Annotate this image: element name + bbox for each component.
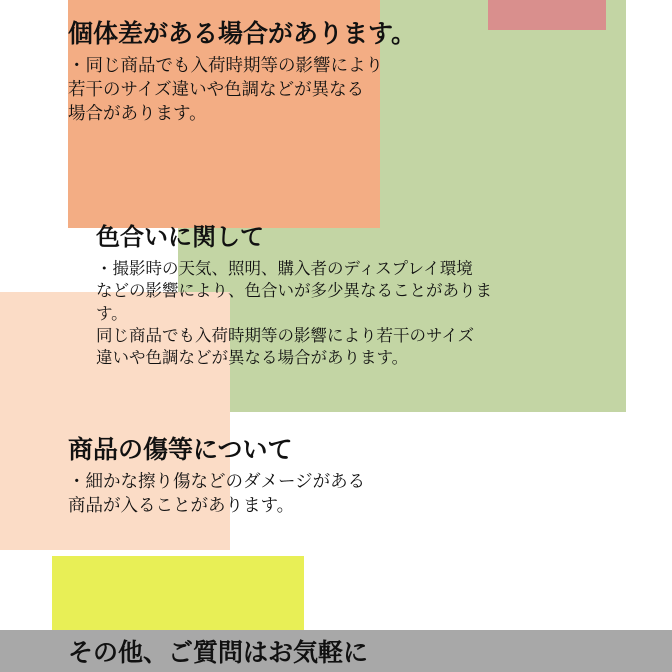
section-1-line-2: 若干のサイズ違いや色調などが異なる	[68, 79, 365, 100]
section-product-damage	[68, 434, 365, 519]
section-2-heading: 色合いに関して	[96, 223, 264, 251]
section-4-heading: その他、ご質問はお気軽に	[68, 638, 369, 667]
section-2-line-4: 同じ商品でも入荷時期等の影響により若干のサイズ	[96, 325, 475, 345]
section-3-line-1: ・細かな擦り傷などのダメージがある	[68, 472, 366, 493]
section-2-line-5: 違いや色調などが異なる場合があります。	[96, 348, 409, 368]
section-color-tone	[96, 222, 492, 369]
section-other-questions	[68, 637, 368, 668]
section-1-line-1: ・同じ商品でも入荷時期等の影響により	[68, 56, 383, 77]
section-2-line-2: などの影響により、色合いが多少異なることがありま	[96, 281, 492, 301]
section-individual-variation	[68, 18, 416, 126]
section-3-line-2: 商品が入ることがあります。	[68, 495, 295, 516]
section-2-body	[96, 258, 492, 369]
section-1-heading: 個体差がある場合があります。	[68, 19, 417, 48]
section-2-line-1: ・撮影時の天気、照明、購入者のディスプレイ環境	[96, 259, 473, 278]
section-1-line-3: 場合があります。	[68, 103, 207, 124]
section-3-heading: 商品の傷等について	[68, 435, 293, 464]
section-1-body	[68, 55, 416, 126]
section-2-line-3: す。	[96, 303, 128, 323]
section-3-body	[68, 471, 365, 518]
